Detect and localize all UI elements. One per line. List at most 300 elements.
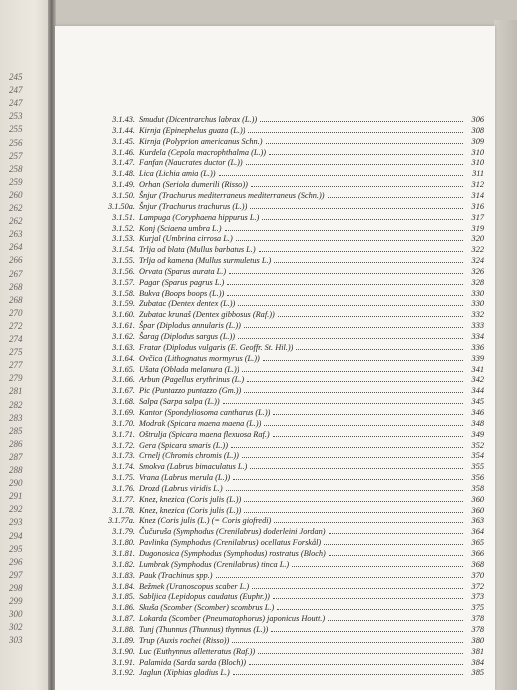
- left-page-number: 297: [9, 569, 23, 580]
- left-page-number: 282: [9, 399, 23, 410]
- toc-section-number: 3.1.81.: [112, 549, 135, 558]
- toc-dot-leader: [263, 360, 463, 361]
- toc-entry: [97, 342, 484, 353]
- toc-title: Zubatac krunaš (Dentex gibbosus (Raf.)): [139, 310, 275, 320]
- left-page-number: 258: [9, 163, 23, 174]
- right-page: [55, 26, 495, 690]
- toc-section-number: 3.1.65.: [112, 364, 135, 374]
- toc-page-number: 365: [471, 538, 484, 548]
- toc-entry: [97, 114, 484, 125]
- toc-title: Knez, knezica (Coris julis (L.)): [139, 505, 242, 515]
- toc-section-number: 3.1.87.: [112, 614, 135, 624]
- toc-page-number: 356: [471, 473, 484, 483]
- toc-dot-leader: [238, 305, 463, 306]
- toc-title: Gera (Spicara smaris (L.)): [139, 440, 228, 450]
- toc-title: Orhan (Seriola dumerili (Risso)): [139, 180, 248, 190]
- toc-entry: [97, 147, 484, 158]
- toc-entry: [97, 570, 484, 581]
- toc-page-number: 352: [471, 440, 484, 450]
- toc-page-number: 380: [471, 635, 484, 645]
- toc-entry: [97, 548, 484, 559]
- toc-dot-leader: [273, 436, 463, 437]
- left-page-number: 272: [9, 320, 23, 331]
- toc-dot-leader: [277, 609, 463, 610]
- toc-title: Lokarda (Scomber (Pneumatophorus) japonicus Houtt.): [139, 614, 326, 624]
- toc-section-number: 3.1.54.: [112, 245, 135, 255]
- toc-page-number: 346: [471, 407, 484, 417]
- toc-title: Ovčica (Lithognatus mormyrus (L.)): [139, 353, 260, 363]
- toc-title: Trup (Auxis rochei (Risso)): [139, 635, 230, 645]
- toc-section-number: 3.1.46.: [112, 147, 135, 157]
- toc-page-number: 363: [471, 516, 484, 526]
- left-page-number: 286: [9, 438, 23, 449]
- toc-dot-leader: [233, 479, 463, 480]
- toc-section-number: 3.1.92.: [112, 668, 135, 678]
- toc-page-number: 330: [471, 288, 484, 298]
- toc-page-number: 316: [471, 201, 484, 211]
- left-page-number: 260: [9, 189, 23, 200]
- toc-section-number: 3.1.55.: [112, 256, 135, 266]
- toc-title: Kirnja (Epinephelus guaza (L.)): [139, 125, 246, 135]
- toc-entry: [97, 602, 484, 613]
- toc-dot-leader: [274, 522, 463, 523]
- left-page-number: 259: [9, 176, 23, 187]
- toc-dot-leader: [249, 664, 463, 665]
- toc-title: Lampuga (Coryphaena hippurus L.): [139, 212, 260, 222]
- toc-entry: [97, 450, 484, 461]
- toc-section-number: 3.1.79.: [112, 527, 135, 537]
- toc-page-number: 354: [471, 451, 484, 461]
- toc-title: Pavlinka (Symphodus (Crenilabrus) ocellatus Forskål): [139, 538, 322, 548]
- toc-dot-leader: [238, 338, 463, 339]
- left-page-number: 245: [9, 72, 23, 82]
- toc-section-number: 3.1.44.: [112, 125, 135, 135]
- toc-section-number: 3.1.72.: [112, 440, 135, 450]
- toc-page-number: 385: [471, 668, 484, 678]
- toc-entry: [97, 125, 484, 136]
- toc-title: Kirnja (Polyprion americanus Schn.): [139, 136, 263, 146]
- toc-entry: [97, 136, 484, 147]
- toc-title: Dugonosica (Symphodus (Symphodus) rostratus (Bloch): [139, 549, 326, 558]
- toc-page-number: 378: [471, 614, 484, 624]
- left-page-number: 247: [9, 85, 23, 96]
- toc-page-number: 309: [471, 136, 484, 146]
- toc-page-number: 366: [471, 549, 484, 558]
- toc-page-number: 339: [471, 353, 484, 363]
- toc-dot-leader: [292, 566, 463, 567]
- toc-dot-leader: [227, 284, 463, 285]
- toc-page-number: 324: [471, 256, 484, 266]
- toc-entry: [97, 190, 484, 201]
- toc-title: Kurdela (Cepola macrophthalma (L.)): [139, 147, 267, 157]
- left-page-number: 275: [9, 347, 23, 358]
- toc-dot-leader: [244, 501, 463, 502]
- toc-section-number: 3.1.85.: [112, 592, 135, 602]
- toc-section-number: 3.1.57.: [112, 277, 135, 287]
- toc-dot-leader: [271, 631, 463, 632]
- toc-section-number: 3.1.67.: [112, 386, 135, 396]
- toc-page-number: 360: [471, 505, 484, 515]
- toc-page-number: 372: [471, 581, 484, 591]
- toc-dot-leader: [242, 371, 463, 372]
- left-page-number: 295: [9, 543, 23, 554]
- toc-section-number: 3.1.84.: [112, 581, 135, 591]
- toc-page-number: 375: [471, 603, 484, 613]
- toc-dot-leader: [229, 273, 463, 274]
- toc-entry: [97, 635, 484, 646]
- toc-page-number: 312: [471, 180, 484, 190]
- left-page-number: 283: [9, 412, 23, 423]
- left-page-number: 291: [9, 491, 23, 502]
- toc-dot-leader: [223, 403, 463, 404]
- table-of-contents: [55, 26, 495, 690]
- toc-title: Pic (Puntazzo puntazzo (Gm.)): [139, 386, 242, 396]
- toc-section-number: 3.1.47.: [112, 158, 135, 168]
- toc-dot-leader: [250, 208, 463, 209]
- toc-section-number: 3.1.66.: [112, 375, 135, 385]
- left-page-number: 298: [9, 582, 23, 593]
- toc-page-number: 381: [471, 646, 484, 656]
- toc-section-number: 3.1.43.: [112, 115, 135, 124]
- toc-section-number: 3.1.51.: [112, 212, 135, 222]
- toc-section-number: 3.1.61.: [112, 321, 135, 331]
- toc-page-number: 322: [471, 245, 484, 255]
- toc-title: Skuša (Scomber (Scomber) scombrus L.): [139, 603, 275, 613]
- left-page-number: 253: [9, 111, 23, 122]
- toc-title: Bežmek (Uranoscopus scaber L.): [139, 581, 250, 591]
- toc-entry: [97, 515, 484, 526]
- toc-page-number: 348: [471, 418, 484, 428]
- toc-dot-leader: [296, 349, 463, 350]
- left-page-number: 285: [9, 425, 23, 436]
- toc-page-number: 306: [471, 115, 484, 124]
- toc-section-number: 3.1.48.: [112, 169, 135, 179]
- left-page-number: 281: [9, 386, 23, 397]
- toc-entry: [97, 657, 484, 668]
- toc-entry: [97, 353, 484, 364]
- toc-dot-leader: [244, 392, 463, 393]
- toc-dot-leader: [259, 251, 463, 252]
- toc-dot-leader: [251, 186, 463, 187]
- toc-page-number: 373: [471, 592, 484, 602]
- toc-entry: [97, 505, 484, 516]
- toc-title: Kurjal (Umbrina cirrosa L.): [139, 234, 233, 244]
- toc-entry: [97, 168, 484, 179]
- toc-title: Pagar (Sparus pagrus L.): [139, 277, 225, 287]
- left-page: [0, 0, 50, 690]
- toc-page-number: 364: [471, 527, 484, 537]
- toc-dot-leader: [266, 143, 463, 144]
- toc-title: Oštrulja (Spicara maena flexuosa Raf.): [139, 429, 270, 439]
- toc-title: Zubatac (Dentex dentex (L.)): [139, 299, 236, 309]
- toc-page-number: 308: [471, 125, 484, 135]
- toc-section-number: 3.1.77.: [112, 494, 135, 504]
- left-page-number: 296: [9, 556, 23, 567]
- left-page-number: 302: [9, 622, 23, 633]
- left-page-number: 267: [9, 268, 23, 279]
- toc-section-number: 3.1.50a.: [108, 201, 135, 211]
- toc-dot-leader: [244, 512, 463, 513]
- toc-title: Sabljica (Lepidopus caudatus (Euphr.)): [139, 592, 270, 602]
- toc-entry: [97, 157, 484, 168]
- toc-section-number: 3.1.78.: [112, 505, 135, 515]
- toc-entry: [97, 537, 484, 548]
- left-page-number: 300: [9, 609, 23, 620]
- toc-page-number: 317: [471, 212, 484, 222]
- toc-section-number: 3.1.70.: [112, 418, 135, 428]
- toc-entry: [97, 591, 484, 602]
- left-page-number: 262: [9, 203, 23, 213]
- toc-page-number: 314: [471, 190, 484, 200]
- toc-dot-leader: [247, 381, 463, 382]
- left-page-number: 279: [9, 373, 23, 384]
- left-page-number: 262: [9, 216, 23, 227]
- toc-title: Pauk (Trachinus spp.): [139, 570, 213, 580]
- toc-section-number: 3.1.73.: [112, 451, 135, 461]
- toc-entry: [97, 407, 484, 418]
- toc-page-number: 370: [471, 570, 484, 580]
- toc-entry: [97, 461, 484, 472]
- toc-dot-leader: [233, 674, 463, 675]
- toc-page-number: 336: [471, 342, 484, 352]
- toc-entry: [97, 646, 484, 657]
- toc-entry: [97, 266, 484, 277]
- toc-entry: [97, 429, 484, 440]
- toc-section-number: 3.1.83.: [112, 570, 135, 580]
- toc-entry: [97, 309, 484, 320]
- toc-section-number: 3.1.71.: [112, 429, 135, 439]
- toc-title: Crnelj (Chromis chromis (L.)): [139, 451, 239, 461]
- toc-section-number: 3.1.60.: [112, 310, 135, 320]
- toc-dot-leader: [244, 327, 463, 328]
- toc-title: Fratar (Diplodus vulgaris (E. Geoffr. St. Hil.)): [139, 342, 294, 352]
- toc-page-number: 342: [471, 375, 484, 385]
- toc-title: Jaglun (Xiphias gladius L.): [139, 668, 230, 678]
- toc-entry: [97, 440, 484, 451]
- left-page-number: 257: [9, 150, 23, 161]
- toc-entry: [97, 288, 484, 299]
- toc-dot-leader: [248, 132, 463, 133]
- toc-dot-leader: [236, 240, 463, 241]
- toc-page-number: 333: [471, 321, 484, 331]
- toc-page-number: 334: [471, 332, 484, 341]
- page-edge: [494, 20, 517, 690]
- toc-dot-leader: [269, 154, 463, 155]
- toc-section-number: 3.1.58.: [112, 288, 135, 298]
- left-page-number: 268: [9, 294, 23, 305]
- toc-title: Salpa (Sarpa salpa (L.)): [139, 397, 220, 407]
- toc-dot-leader: [264, 425, 463, 426]
- toc-dot-leader: [328, 620, 463, 621]
- toc-entry: [97, 472, 484, 483]
- left-page-number: 293: [9, 517, 23, 528]
- toc-page-number: 360: [471, 494, 484, 504]
- toc-title: Čučuruša (Symphodus (Crenilabrus) doderleini Jordan): [139, 527, 326, 537]
- toc-dot-leader: [216, 577, 463, 578]
- toc-section-number: 3.1.75.: [112, 473, 135, 483]
- toc-entry: [97, 364, 484, 375]
- toc-entry: [97, 374, 484, 385]
- left-page-number: 256: [9, 137, 23, 148]
- toc-page-number: 358: [471, 483, 484, 493]
- toc-entry: [97, 298, 484, 309]
- toc-section-number: 3.1.86.: [112, 603, 135, 613]
- toc-page-number: 320: [471, 234, 484, 244]
- toc-entry: [97, 331, 484, 342]
- toc-section-number: 3.1.74.: [112, 462, 135, 472]
- toc-title: Orvata (Sparus aurata L.): [139, 266, 227, 276]
- toc-section-number: 3.1.50.: [112, 190, 135, 200]
- toc-page-number: 368: [471, 559, 484, 569]
- toc-title: Špar (Diplodus annularis (L.)): [139, 321, 241, 331]
- toc-dot-leader: [329, 533, 463, 534]
- toc-dot-leader: [225, 230, 463, 231]
- toc-title: Konj (Sciaena umbra L.): [139, 223, 222, 233]
- toc-title: Tunj (Thunnus (Thunnus) thynnus (L.)): [139, 624, 269, 634]
- toc-dot-leader: [246, 164, 463, 165]
- toc-dot-leader: [242, 457, 463, 458]
- toc-section-number: 3.1.53.: [112, 234, 135, 244]
- toc-title: Šnjur (Trachurus trachurus (L.)): [139, 201, 248, 211]
- toc-entry: [97, 667, 484, 678]
- toc-page-number: 384: [471, 657, 484, 667]
- left-page-number: 288: [9, 465, 23, 475]
- left-page-number: 294: [9, 530, 23, 541]
- toc-entry: [97, 212, 484, 223]
- toc-title: Knez (Coris julis (L.) (= Coris giofredi): [139, 516, 272, 526]
- toc-page-number: 345: [471, 397, 484, 407]
- left-page-number: 247: [9, 98, 23, 109]
- toc-entry: [97, 494, 484, 505]
- toc-entry: [97, 581, 484, 592]
- toc-section-number: 3.1.63.: [112, 342, 135, 352]
- toc-section-number: 3.1.89.: [112, 635, 135, 645]
- toc-title: Smokva (Labrus bimaculatus L.): [139, 462, 248, 472]
- toc-section-number: 3.1.80.: [112, 538, 135, 548]
- toc-page-number: 319: [471, 223, 484, 233]
- toc-title: Smudut (Dicentrarchus labrax (L.)): [139, 115, 258, 124]
- left-page-number: 255: [9, 124, 23, 135]
- left-page-number: 277: [9, 360, 23, 371]
- toc-title: Šnjur (Trachurus mediterraneus mediterraneus (Schn.)): [139, 190, 325, 200]
- toc-section-number: 3.1.82.: [112, 559, 135, 569]
- toc-entry: [97, 223, 484, 234]
- left-page-number: 287: [9, 451, 23, 462]
- toc-dot-leader: [252, 588, 463, 589]
- toc-title: Bukva (Boops boops (L.)): [139, 288, 225, 298]
- toc-dot-leader: [231, 447, 463, 448]
- toc-dot-leader: [262, 219, 463, 220]
- toc-dot-leader: [226, 490, 463, 491]
- toc-entry: [97, 244, 484, 255]
- toc-dot-leader: [324, 544, 463, 545]
- toc-page-number: 355: [471, 462, 484, 472]
- toc-section-number: 3.1.52.: [112, 223, 135, 233]
- toc-entry: [97, 396, 484, 407]
- toc-page-number: 344: [471, 386, 484, 396]
- toc-dot-leader: [329, 555, 463, 556]
- left-page-number: 303: [9, 635, 23, 646]
- left-page-number: 292: [9, 504, 23, 515]
- toc-entry: [97, 559, 484, 570]
- toc-section-number: 3.1.68.: [112, 397, 135, 407]
- toc-dot-leader: [278, 316, 463, 317]
- toc-dot-leader: [258, 653, 463, 654]
- left-page-number: 268: [9, 281, 23, 292]
- toc-entry: [97, 201, 484, 212]
- toc-title: Ušata (Oblada melanura (L.)): [139, 364, 240, 374]
- toc-section-number: 3.1.91.: [112, 657, 135, 667]
- toc-entry: [97, 526, 484, 537]
- toc-dot-leader: [273, 598, 463, 599]
- toc-title: Knez, knezica (Coris julis (L.)): [139, 494, 242, 504]
- toc-entry: [97, 320, 484, 331]
- toc-entry: [97, 233, 484, 244]
- toc-page-number: 326: [471, 266, 484, 276]
- toc-section-number: 3.1.56.: [112, 266, 135, 276]
- toc-entry: [97, 624, 484, 635]
- toc-title: Luc (Euthynnus alletteratus (Raf.)): [139, 646, 256, 656]
- toc-page-number: 378: [471, 624, 484, 634]
- left-page-number: 299: [9, 596, 23, 606]
- toc-page-number: 310: [471, 147, 484, 157]
- toc-dot-leader: [250, 468, 463, 469]
- toc-dot-leader: [227, 295, 463, 296]
- toc-entry: [97, 255, 484, 266]
- toc-page-number: 310: [471, 158, 484, 168]
- left-page-number: 290: [9, 478, 23, 489]
- left-page-number: 263: [9, 229, 23, 240]
- left-page-number: 274: [9, 334, 23, 344]
- toc-section-number: 3.1.62.: [112, 332, 135, 341]
- toc-page-number: 328: [471, 277, 484, 287]
- left-page-number: 270: [9, 307, 23, 318]
- toc-title: Lica (Lichia amia (L.)): [139, 169, 216, 179]
- toc-section-number: 3.1.59.: [112, 299, 135, 309]
- toc-dot-leader: [260, 121, 463, 122]
- toc-title: Kantor (Spondyliosoma cantharus (L.)): [139, 407, 271, 417]
- toc-entry: [97, 385, 484, 396]
- toc-entry: [97, 179, 484, 190]
- toc-section-number: 3.1.45.: [112, 136, 135, 146]
- toc-page-number: 330: [471, 299, 484, 309]
- toc-section-number: 3.1.76.: [112, 483, 135, 493]
- toc-page-number: 349: [471, 429, 484, 439]
- toc-entry: [97, 277, 484, 288]
- toc-section-number: 3.1.64.: [112, 353, 135, 363]
- left-page-number: 264: [9, 242, 23, 253]
- toc-title: Vrana (Labrus merula (L.)): [139, 473, 231, 483]
- toc-title: Lumbrak (Symphodus (Crenilabrus) tinca L.): [139, 559, 290, 569]
- toc-title: Palamida (Sarda sarda (Bloch)): [139, 657, 247, 667]
- toc-title: Trlja od blata (Mullus barbatus L.): [139, 245, 256, 255]
- toc-dot-leader: [232, 642, 463, 643]
- toc-page-number: 341: [471, 364, 484, 374]
- toc-entry: [97, 483, 484, 494]
- toc-title: Fanfan (Naucrates ductor (L.)): [139, 158, 243, 168]
- toc-section-number: 3.1.88.: [112, 624, 135, 634]
- toc-page-number: 332: [471, 310, 484, 320]
- toc-dot-leader: [219, 175, 463, 176]
- toc-entry: [97, 418, 484, 429]
- toc-entry: [97, 613, 484, 624]
- toc-dot-leader: [328, 197, 463, 198]
- toc-section-number: 3.1.77a.: [108, 516, 135, 526]
- toc-section-number: 3.1.90.: [112, 646, 135, 656]
- toc-title: Drozd (Labrus viridis L.): [139, 483, 223, 493]
- toc-title: Trlja od kamena (Mullus surmuletus L.): [139, 256, 272, 266]
- toc-title: Modrak (Spicara maena maena (L.)): [139, 418, 262, 428]
